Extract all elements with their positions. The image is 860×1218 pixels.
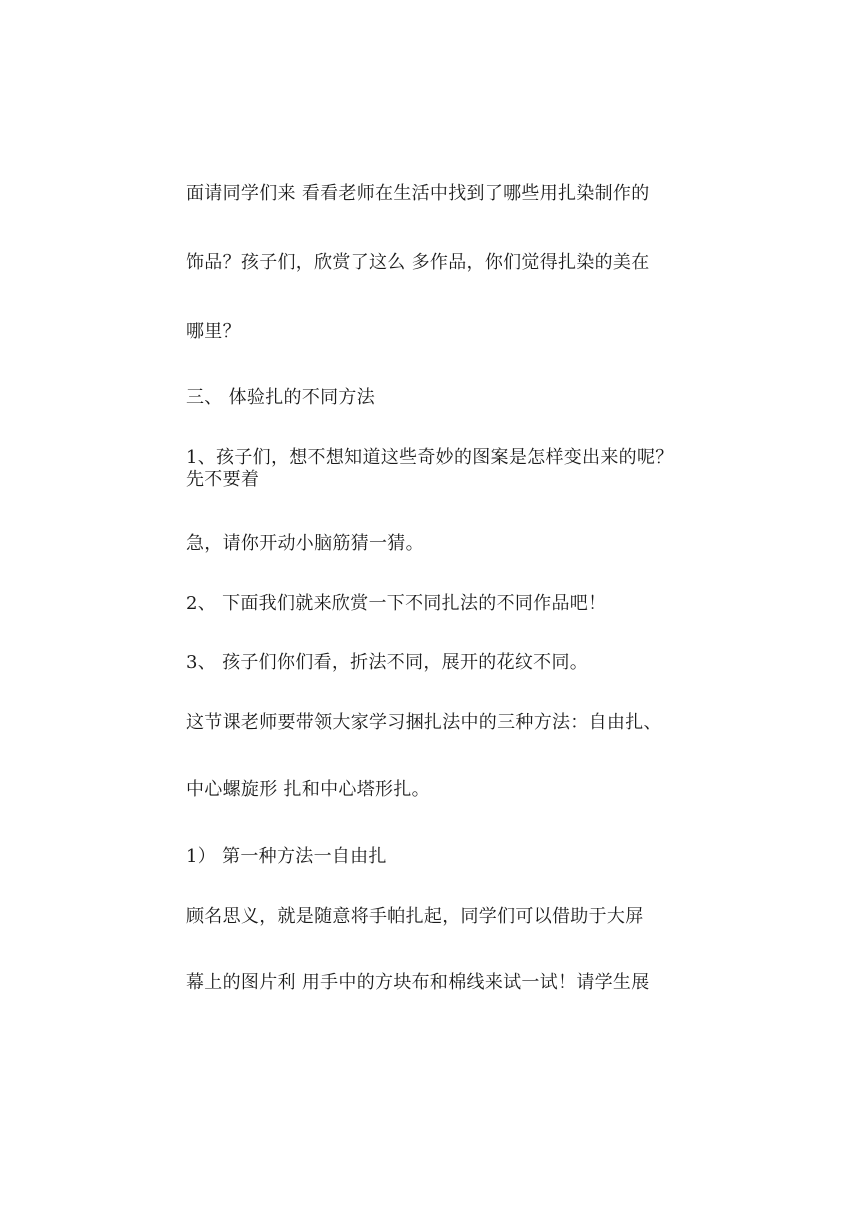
paragraph-line: 顾名思义，就是随意将手帕扎起，同学们可以借助于大屏 bbox=[186, 906, 644, 927]
paragraph-line: 1、孩子们，想不想知道这些奇妙的图案是怎样变出来的呢？先不要着 bbox=[186, 447, 674, 490]
section-heading: 三、 体验扎的不同方法 bbox=[186, 387, 376, 408]
paragraph-line: 急，请你开动小脑筋猜一猜。 bbox=[186, 533, 424, 554]
paragraph-line: 饰品？孩子们，欣赏了这么 多作品，你们觉得扎染的美在 bbox=[186, 252, 650, 273]
list-item: 2、 下面我们就来欣赏一下不同扎法的不同作品吧！ bbox=[186, 593, 607, 614]
subsection-heading: 1） 第一种方法一自由扎 bbox=[186, 846, 387, 867]
paragraph-line: 中心螺旋形 扎和中心塔形扎。 bbox=[186, 779, 430, 800]
paragraph-line: 这节课老师要带领大家学习捆扎法中的三种方法：自由扎、 bbox=[186, 712, 662, 733]
paragraph-line: 面请同学们来 看看老师在生活中找到了哪些用扎染制作的 bbox=[186, 183, 650, 204]
paragraph-line: 幕上的图片利 用手中的方块布和棉线来试一试！请学生展 bbox=[186, 972, 650, 993]
list-item: 3、 孩子们你们看，折法不同，展开的花纹不同。 bbox=[186, 652, 589, 673]
paragraph-line: 哪里？ bbox=[186, 321, 241, 342]
